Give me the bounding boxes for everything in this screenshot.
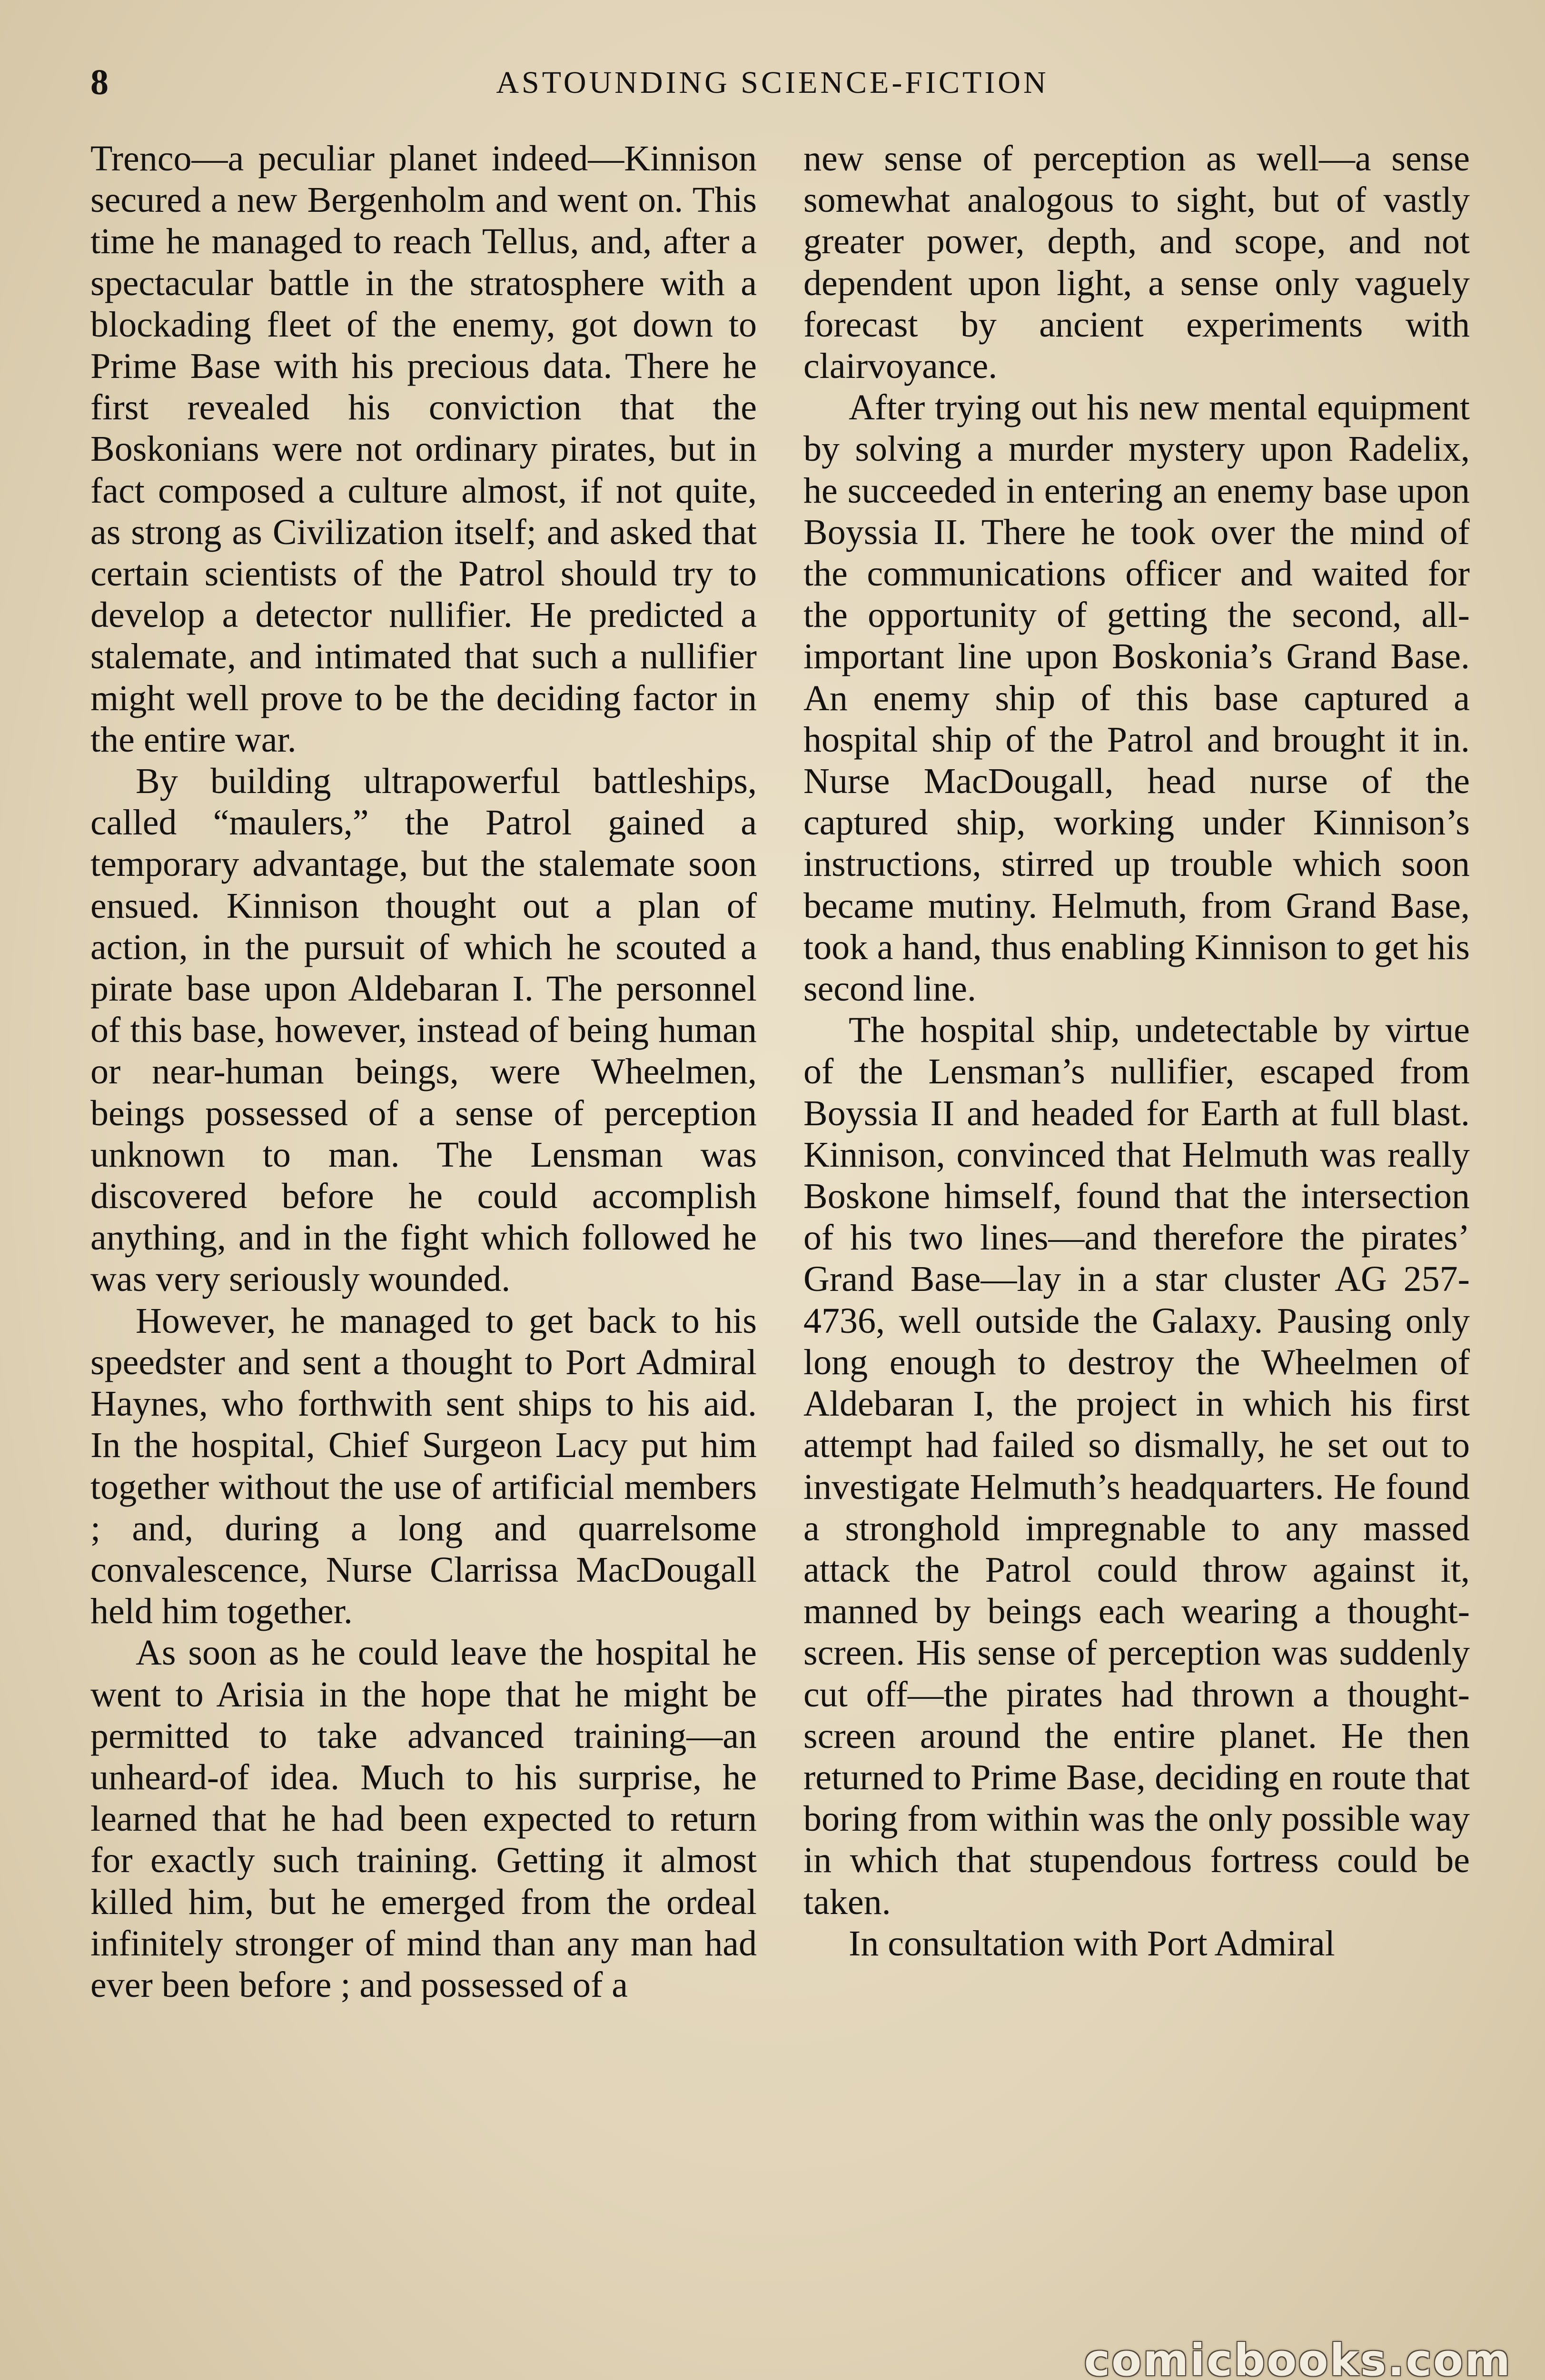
paragraph: new sense of perception as well—a sense somewhat analogous to sight, but of vastly greater power, depth, and scope, and not dependent upon light, a sense only vaguely forecast by ancient experiments with clairvoyance.	[803, 139, 1470, 387]
page-header	[90, 62, 1455, 114]
right-column	[803, 138, 1470, 1964]
paragraph: The hospital ship, undetectable by virtue of the Lensman’s nullifier, escaped from Boyssia II and headed for Earth at full blast. Kinnison, convinced that Helmuth was really Boskone himself, found that the intersection of his two lines—and therefore the pirates’ Grand Base—lay in a star cluster AG 257-4736, well outside the Galaxy. Pausing only long enough to destroy the Wheelmen of Aldebaran I, the project in which his first attempt had failed so dismally, he set out to investigate Helmuth’s headquarters. He found a stronghold impregnable to any massed attack the Patrol could throw against it, manned by beings each wearing a thought-screen. His sense of perception was suddenly cut off—the pirates had thrown a thought-screen around the entire planet. He then returned to Prime Base, deciding en route that boring from within was the only possible way in which that stupendous fortress could be taken.	[803, 1010, 1470, 1922]
watermark: comicbooks.com	[1084, 2335, 1512, 2380]
paragraph: By building ultrapowerful battleships, called “maulers,” the Patrol gained a temporary advantage, but the stalemate soon ensued. Kinnison thought out a plan of action, in the pursuit of which he scouted a pirate base upon Aldebaran I. The personnel of this base, however, instead of being human or near-human beings, were Wheelmen, beings possessed of a sense of perception unknown to man. The Lensman was discovered before he could accomplish anything, and in the fight which followed he was very seriously wounded.	[90, 761, 757, 1299]
paragraph: As soon as he could leave the hospital he went to Arisia in the hope that he might be permitted to take advanced training—an unheard-of idea. Much to his surprise, he learned that he had been expected to return for exactly such training. Getting it almost killed him, but he emerged from the ordeal infinitely stronger of mind than any man had ever been before ; and possessed of a	[90, 1633, 757, 2005]
paragraph: Trenco—a peculiar planet indeed—Kinnison secured a new Bergenholm and went on. This time he managed to reach Tellus, and, after a spectacular battle in the stratosphere with a blockading fleet of the enemy, got down to Prime Base with his precious data. There he first revealed his conviction that the Boskonians were not ordinary pirates, but in fact composed a culture almost, if not quite, as strong as Civilization itself; and asked that certain scientists of the Patrol should try to develop a detector nullifier. He predicted a stalemate, and intimated that such a nullifier might well prove to be the deciding factor in the entire war.	[90, 139, 757, 760]
page-number: 8	[90, 62, 109, 102]
paragraph: However, he managed to get back to his speedster and sent a thought to Port Admiral Haynes, who forthwith sent ships to his aid. In the hospital, Chief Surgeon Lacy put him together without the use of artificial members ; and, during a long and quarrelsome convalescence, Nurse Clarrissa MacDougall held him together.	[90, 1300, 757, 1632]
paragraph: After trying out his new mental equipment by solving a murder mystery upon Radelix, he succeeded in entering an enemy base upon Boyssia II. There he took over the mind of the communications officer and waited for the opportunity of getting the second, all-important line upon Boskonia’s Grand Base. An enemy ship of this base captured a hospital ship of the Patrol and brought it in. Nurse MacDougall, head nurse of the captured ship, working under Kinnison’s instructions, stirred up trouble which soon became mutiny. Helmuth, from Grand Base, took a hand, thus enabling Kinnison to get his second line.	[803, 387, 1470, 1009]
running-head: ASTOUNDING SCIENCE-FICTION	[496, 65, 1049, 100]
paragraph: In consultation with Port Admiral	[849, 1923, 1335, 1964]
left-column	[90, 138, 757, 2006]
